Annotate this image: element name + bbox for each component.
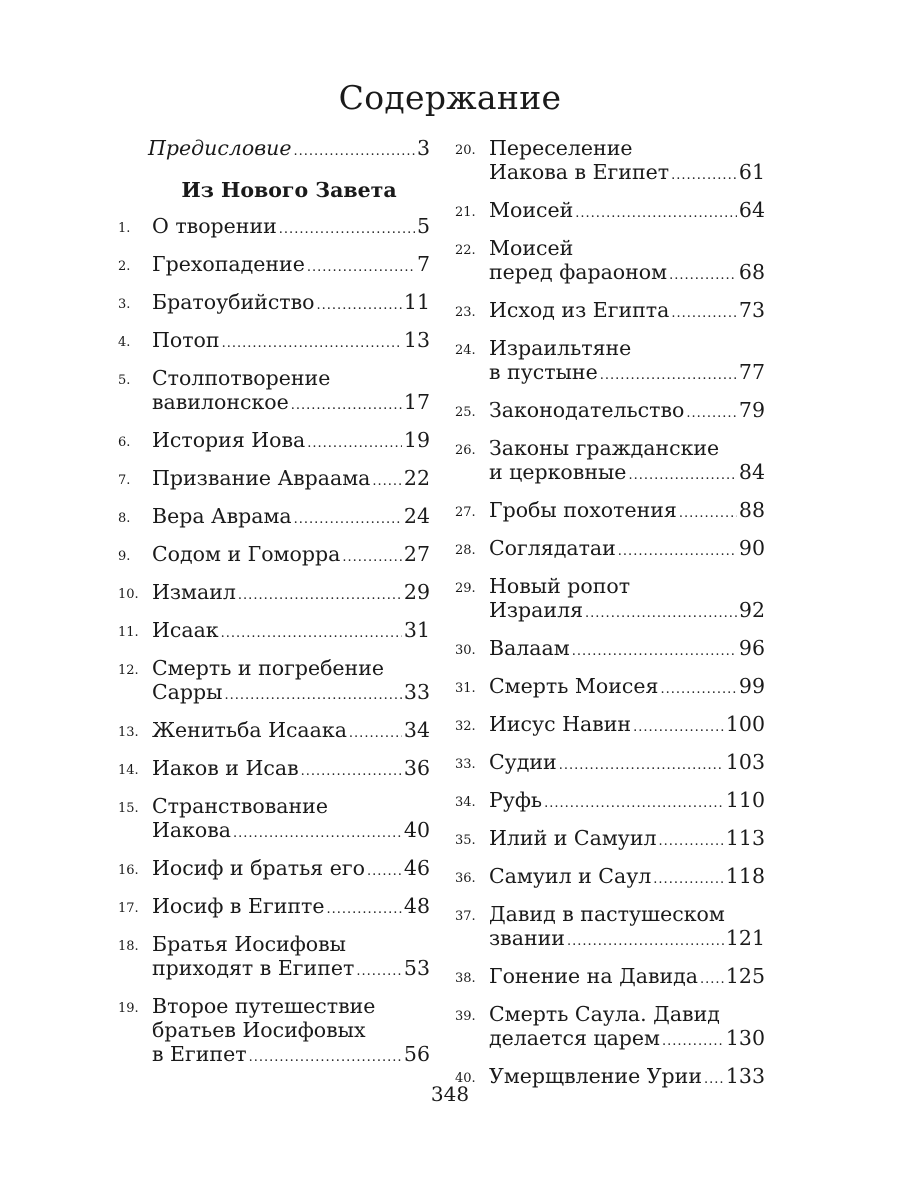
toc-entry[interactable] (455, 712, 765, 740)
entry-title-line: Законодательство (489, 398, 685, 422)
entry-number: 27. (455, 505, 476, 520)
entry-page-number: 125 (725, 964, 765, 988)
toc-entry[interactable] (455, 136, 765, 188)
toc-entry[interactable] (455, 498, 765, 526)
entry-number: 3. (118, 297, 131, 312)
entry-title-line: звании (489, 926, 565, 950)
toc-entry[interactable] (118, 580, 430, 608)
entry-title-line: Иосиф в Египте (152, 894, 325, 918)
entry-title-line: Содом и Гоморра (152, 542, 341, 566)
dot-leader (575, 202, 737, 226)
entry-title-line: История Иова (152, 428, 306, 452)
entry-title-line: О творении (152, 214, 277, 238)
entry-number: 12. (118, 663, 139, 678)
dot-leader (618, 540, 737, 564)
entry-page-number: 24 (403, 504, 430, 528)
entry-title-line: Самуил и Саул (489, 864, 652, 888)
entry-page-number: 99 (738, 674, 765, 698)
entry-page-number: 33 (403, 680, 430, 704)
dot-leader (221, 622, 402, 646)
entry-title-line: Переселение (489, 136, 633, 160)
dot-leader (307, 256, 415, 280)
entry-title-line: Вера Аврама (152, 504, 292, 528)
toc-entry[interactable] (118, 856, 430, 884)
entry-number: 39. (455, 1009, 476, 1024)
entry-title-line: Израиля (489, 598, 584, 622)
toc-entry[interactable] (455, 536, 765, 564)
entry-title-line: в Египет (152, 1042, 247, 1066)
toc-entry[interactable] (118, 894, 430, 922)
section-heading: Из Нового Завета (181, 178, 397, 202)
entry-title-line: вавилонское (152, 390, 289, 414)
entry-page-number: 113 (725, 826, 765, 850)
entry-number: 2. (118, 259, 131, 274)
entry-title-line: Потоп (152, 328, 220, 352)
toc-entry[interactable] (455, 574, 765, 626)
dot-leader (327, 898, 402, 922)
entry-title-line: Второе путешествие (152, 994, 376, 1018)
entry-number: 15. (118, 801, 139, 816)
toc-entry[interactable] (455, 398, 765, 426)
entry-page-number: 36 (403, 756, 430, 780)
toc-entry[interactable] (455, 1002, 765, 1054)
dot-leader (291, 394, 402, 418)
dot-leader (349, 722, 402, 746)
toc-right-column (455, 136, 765, 1102)
dot-leader (559, 754, 724, 778)
entry-title-line: Законы гражданские (489, 436, 720, 460)
toc-entry[interactable] (455, 902, 765, 954)
entry-page-number: 130 (725, 1026, 765, 1050)
entry-number: 35. (455, 833, 476, 848)
entry-title-line: в пустыне (489, 360, 598, 384)
entry-number: 5. (118, 373, 131, 388)
dot-leader (372, 470, 402, 494)
dot-leader (633, 716, 724, 740)
entry-page-number: 3 (416, 136, 430, 160)
entry-page-number: 31 (403, 618, 430, 642)
entry-number: 8. (118, 511, 131, 526)
entry-number: 31. (455, 681, 476, 696)
entry-page-number: 19 (403, 428, 430, 452)
entry-page-number: 133 (725, 1064, 765, 1088)
dot-leader (572, 640, 737, 664)
toc-entry[interactable] (455, 674, 765, 702)
dot-leader (659, 830, 724, 854)
entry-title-line: Смерть и погребение (152, 656, 385, 680)
entry-number: 21. (455, 205, 476, 220)
dot-leader (367, 860, 402, 884)
entry-number: 17. (118, 901, 139, 916)
entry-page-number: 61 (738, 160, 765, 184)
dot-leader (307, 432, 402, 456)
toc-entry[interactable] (118, 794, 430, 846)
entry-page-number: 40 (403, 818, 430, 842)
entry-title-line: делается царем (489, 1026, 661, 1050)
toc-entry[interactable] (118, 328, 430, 356)
entry-title-line: Столпотворение (152, 366, 331, 390)
dot-leader (686, 402, 737, 426)
dot-leader (660, 678, 736, 702)
dot-leader (294, 508, 402, 532)
toc-entry[interactable] (118, 994, 430, 1070)
entry-number: 1. (118, 221, 131, 236)
entry-page-number: 7 (416, 252, 430, 276)
entry-number: 34. (455, 795, 476, 810)
entry-title-line: перед фараоном (489, 260, 668, 284)
toc-entry[interactable] (118, 656, 430, 708)
entry-number: 20. (455, 143, 476, 158)
entry-page-number: 90 (738, 536, 765, 560)
dot-leader (700, 968, 724, 992)
dot-leader (222, 332, 402, 356)
entry-number: 33. (455, 757, 476, 772)
entry-title-line: Моисей (489, 236, 574, 260)
toc-entry[interactable] (455, 636, 765, 664)
entry-page-number: 88 (738, 498, 765, 522)
toc-entry[interactable] (118, 428, 430, 456)
toc-entry[interactable] (455, 864, 765, 892)
entry-title-line: Иакова (152, 818, 232, 842)
entry-page-number: 29 (403, 580, 430, 604)
toc-entry[interactable] (118, 618, 430, 646)
entry-title-line: Смерть Моисея (489, 674, 659, 698)
entry-page-number: 84 (738, 460, 765, 484)
dot-leader (653, 868, 724, 892)
entry-page-number: 118 (725, 864, 765, 888)
entry-title-line: Братья Иосифовы (152, 932, 346, 956)
entry-title-line: Иаков и Исав (152, 756, 299, 780)
entry-title-line: Судии (489, 750, 557, 774)
entry-page-number: 96 (738, 636, 765, 660)
entry-page-number: 56 (403, 1042, 430, 1066)
dot-leader (293, 140, 414, 164)
entry-number: 24. (455, 343, 476, 358)
entry-title-line: Руфь (489, 788, 543, 812)
entry-number: 7. (118, 473, 131, 488)
dot-leader (600, 364, 737, 388)
entry-page-number: 17 (403, 390, 430, 414)
toc-entry[interactable] (118, 718, 430, 746)
toc-entry[interactable] (455, 236, 765, 288)
toc-entry[interactable] (118, 252, 430, 280)
toc-entry-preface[interactable] (148, 136, 430, 164)
entry-title-line: Умерщвление Урии (489, 1064, 703, 1088)
entry-title-line: Давид в пастушеском (489, 902, 725, 926)
entry-title-line: Валаам (489, 636, 570, 660)
entry-title-line: Моисей (489, 198, 574, 222)
entry-page-number: 110 (725, 788, 765, 812)
entry-number: 23. (455, 305, 476, 320)
entry-title-line: Иосиф и братья его (152, 856, 365, 880)
entry-number: 4. (118, 335, 131, 350)
entry-page-number: 92 (738, 598, 765, 622)
entry-page-number: 121 (725, 926, 765, 950)
entry-page-number: 77 (738, 360, 765, 384)
toc-left-column (118, 136, 430, 1080)
dot-leader (662, 1030, 724, 1054)
entry-page-number: 34 (403, 718, 430, 742)
entry-page-number: 79 (738, 398, 765, 422)
entry-title-line: Грехопадение (152, 252, 305, 276)
entry-title-line: Сарры (152, 680, 223, 704)
entry-page-number: 11 (403, 290, 430, 314)
dot-leader (279, 218, 415, 242)
entry-title-line: и церковные (489, 460, 627, 484)
toc-entry[interactable] (455, 826, 765, 854)
entry-title-line: Израильтяне (489, 336, 632, 360)
entry-number: 14. (118, 763, 139, 778)
toc-entry[interactable] (455, 436, 765, 488)
toc-entry[interactable] (118, 932, 430, 984)
entry-title-line: Странствование (152, 794, 328, 818)
entry-number: 25. (455, 405, 476, 420)
entry-number: 16. (118, 863, 139, 878)
entry-number: 22. (455, 243, 476, 258)
toc-entry[interactable] (455, 198, 765, 226)
entry-number: 26. (455, 443, 476, 458)
dot-leader (669, 264, 737, 288)
dot-leader (544, 792, 724, 816)
toc-entry[interactable] (118, 290, 430, 318)
toc-right-list (455, 136, 765, 1092)
entry-page-number: 48 (403, 894, 430, 918)
dot-leader (671, 302, 737, 326)
entry-title-line: Призвание Авраама (152, 466, 371, 490)
entry-title-line: Гонение на Давида (489, 964, 699, 988)
entry-title-line: Илий и Самуил (489, 826, 657, 850)
entry-page-number: 46 (403, 856, 430, 880)
page-number: 348 (430, 1082, 470, 1106)
dot-leader (224, 684, 401, 708)
entry-page-number: 100 (725, 712, 765, 736)
entry-title-line: Братоубийство (152, 290, 315, 314)
toc-entry[interactable] (118, 466, 430, 494)
entry-number: 28. (455, 543, 476, 558)
toc-entry[interactable] (118, 504, 430, 532)
entry-title: Предисловие (148, 136, 292, 160)
entry-number: 11. (118, 625, 139, 640)
entry-title-line: братьев Иосифовых (152, 1018, 366, 1042)
entry-page-number: 5 (416, 214, 430, 238)
entry-number: 10. (118, 587, 139, 602)
dot-leader (585, 602, 737, 626)
entry-page-number: 68 (738, 260, 765, 284)
entry-page-number: 22 (403, 466, 430, 490)
entry-title-line: приходят в Египет (152, 956, 355, 980)
entry-title-line: Смерть Саула. Давид (489, 1002, 720, 1026)
toc-entry[interactable] (455, 750, 765, 778)
entry-number: 40. (455, 1071, 476, 1086)
toc-entry[interactable] (455, 788, 765, 816)
entry-title-line: Иакова в Египет (489, 160, 670, 184)
entry-number: 19. (118, 1001, 139, 1016)
dot-leader (356, 960, 402, 984)
entry-title-line: Женитьба Исаака (152, 718, 347, 742)
entry-number: 36. (455, 871, 476, 886)
entry-number: 30. (455, 643, 476, 658)
entry-page-number: 13 (403, 328, 430, 352)
entry-page-number: 73 (738, 298, 765, 322)
dot-leader (679, 502, 737, 526)
entry-number: 13. (118, 725, 139, 740)
entry-page-number: 27 (403, 542, 430, 566)
dot-leader (628, 464, 736, 488)
entry-title-line: Измаил (152, 580, 236, 604)
dot-leader (671, 164, 737, 188)
entry-title-line: Гробы похотения (489, 498, 677, 522)
dot-leader (233, 822, 402, 846)
dot-leader (249, 1046, 402, 1070)
dot-leader (301, 760, 402, 784)
toc-entry[interactable] (118, 366, 430, 418)
entry-page-number: 53 (403, 956, 430, 980)
entry-page-number: 103 (725, 750, 765, 774)
toc-entry[interactable] (118, 756, 430, 784)
entry-page-number: 64 (738, 198, 765, 222)
page-title: Содержание (338, 78, 562, 117)
entry-number: 32. (455, 719, 476, 734)
entry-title-line: Новый ропот (489, 574, 631, 598)
entry-number: 37. (455, 909, 476, 924)
toc-entry[interactable] (118, 542, 430, 570)
dot-leader (342, 546, 402, 570)
entry-number: 38. (455, 971, 476, 986)
toc-entry[interactable] (455, 336, 765, 388)
toc-entry[interactable] (118, 214, 430, 242)
entry-number: 6. (118, 435, 131, 450)
entry-title-line: Исаак (152, 618, 219, 642)
dot-leader (317, 294, 402, 318)
entry-title-line: Исход из Египта (489, 298, 670, 322)
toc-left-list (118, 214, 430, 1070)
entry-number: 29. (455, 581, 476, 596)
entry-title-line: Иисус Навин (489, 712, 632, 736)
entry-number: 18. (118, 939, 139, 954)
dot-leader (238, 584, 402, 608)
entry-title-line: Соглядатаи (489, 536, 616, 560)
entry-number: 9. (118, 549, 131, 564)
toc-entry[interactable] (455, 964, 765, 992)
dot-leader (567, 930, 724, 954)
toc-entry[interactable] (455, 298, 765, 326)
